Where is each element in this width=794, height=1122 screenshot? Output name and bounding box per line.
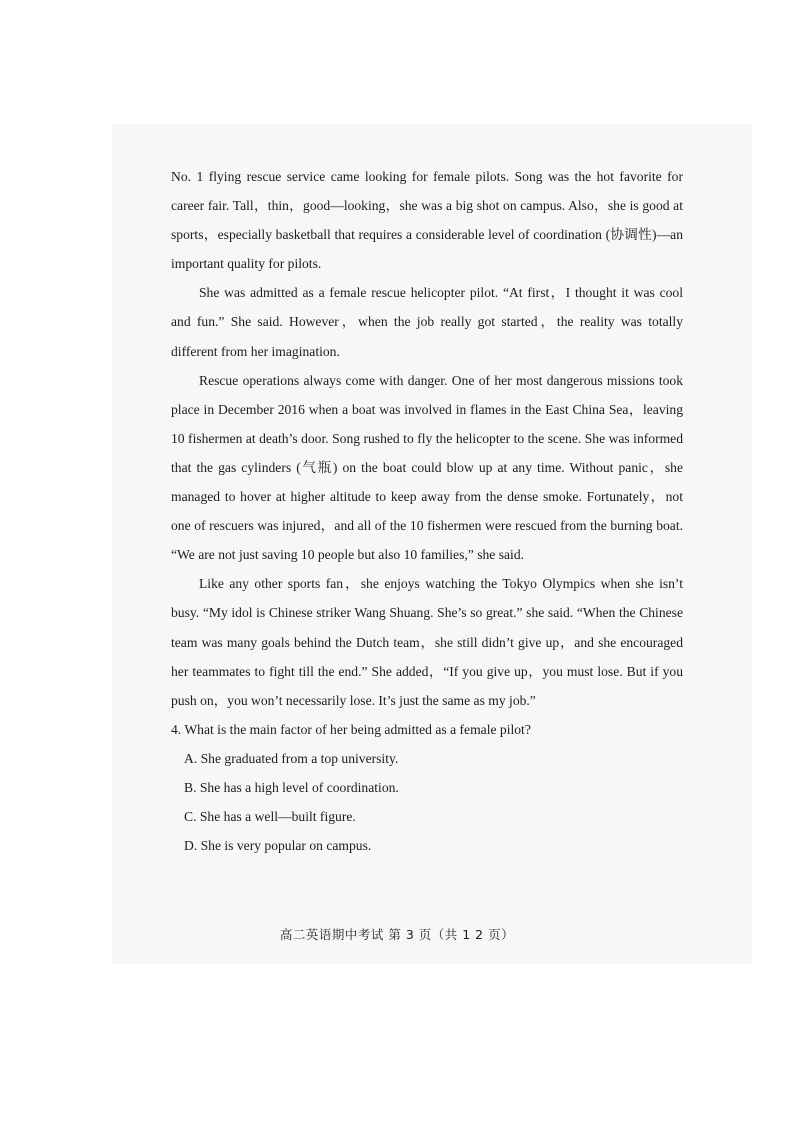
passage-paragraph-1: No. 1 flying rescue service came looking for female pilots. Song was the hot favorite for career fair. Tall，thin，good—looking，she was a big shot on campus. Also，she is good at sports，especially basketball that requires a considerable level of coordination (协调性)—an important quality for pilots. [171,169,683,272]
reading-passage [171,162,683,715]
answer-options [171,744,683,860]
option-b: B. She has a high level of coordination. [184,779,399,795]
option-d: D. She is very popular on campus. [184,838,372,854]
option-a: A. She graduated from a top university. [184,750,399,766]
passage-paragraph-3: Rescue operations always come with danger. One of her most dangerous missions took place in December 2016 when a boat was involved in flames in the East China Sea，leaving 10 fishermen at death’s door. Song rushed to fly the helicopter to the scene. She was informed that the gas cylinders (气瓶) on the boat could blow up at any time. Without panic，she managed to hover at higher altitude to keep away from the dense smoke. Fortunately，not one of rescuers was injured，and all of the 10 fishermen were rescued from the burning boat. “We are not just saving 10 people but also 10 families,” she said. [171,372,683,563]
passage-paragraph-4: Like any other sports fan，she enjoys watching the Tokyo Olympics when she isn’t busy. “My idol is Chinese striker Wang Shuang. She’s so great.” she said. “When the Chinese team was many goals behind the Dutch team，she still didn’t give up，and she encouraged her teammates to fight till the end.” She added，“If you give up，you must lose. But if you push on，you won’t necessarily lose. It’s just the same as my job.” [171,576,683,708]
question-stem: 4. What is the main factor of her being admitted as a female pilot? [171,721,531,737]
option-c: C. She has a well—built figure. [184,809,356,825]
exam-content [171,162,683,860]
question-block [171,715,683,860]
passage-paragraph-2: She was admitted as a female rescue helicopter pilot. “At first，I thought it was cool and fun.” She said. However，when the job really got started，the reality was totally different from her imagination. [171,285,683,359]
page-footer: 高二英语期中考试 第 3 页（共 1 2 页） [279,927,515,942]
